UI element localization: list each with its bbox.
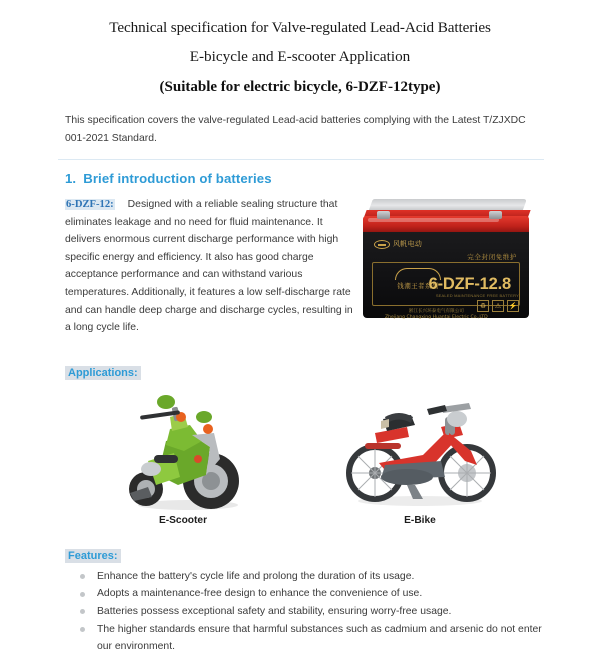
badge-series-name: 钱潮王者系列	[397, 282, 439, 290]
title-line-1: Technical specification for Valve-regulated Lead-Acid Batteries	[109, 19, 491, 36]
battery-company-name	[385, 309, 488, 321]
intro-paragraph: This specification covers the valve-regulated Lead-acid batteries complying with the Latest T/ZJXDC 001-2021 Standard.	[65, 115, 526, 144]
features-list	[78, 568, 544, 656]
battery-brand-logo	[374, 239, 422, 249]
application-item-scooter	[118, 389, 248, 526]
applications-label-text: Applications:	[65, 366, 141, 380]
title-line-2: E-bicycle and E-scooter Application	[189, 48, 411, 65]
list-item: Enhance the battery's cycle life and prolong the duration of its usage.	[78, 568, 544, 586]
ebike-illustration	[345, 389, 495, 513]
section-1-heading	[65, 171, 600, 186]
section-divider	[58, 159, 544, 160]
list-item: Batteries possess exceptional safety and stability, ensuring worry-free usage.	[78, 603, 544, 621]
electric-icon: ⚡	[507, 300, 519, 312]
warning-icon: ⚠	[492, 300, 504, 312]
brand-name-cn: 风帆电动	[393, 240, 423, 248]
application-item-ebike	[345, 389, 495, 526]
scooter-illustration	[118, 389, 248, 513]
list-item: The higher standards ensure that harmful substances such as cadmium and arsenic do not enter our environment.	[78, 621, 544, 656]
company-name-en: Zhejiang Changxing Huantai Electric Co.,LTD	[385, 315, 488, 320]
document-title-block	[0, 0, 600, 103]
battery-tagline: 完全封闭免维护	[467, 253, 517, 261]
battery-warning-icons	[477, 300, 519, 312]
section-1-title: Brief introduction of batteries	[83, 171, 272, 186]
section-1-description: Designed with a reliable sealing structure that eliminates leakage and no need for fluid maintenance. It delivers enormous current discharge performance with high specific energy and efficiency. It also has good charge acceptance performance and can withstand various temperatures. Additionally, it features a low self-discharge rate and can handle deep charge and discharge cycles, resulting in a long cycle life.	[65, 199, 353, 334]
battery-model-number: 6-DZF-12.8	[428, 275, 511, 293]
brand-oval-icon	[374, 240, 390, 249]
list-item: Adopts a maintenance-free design to enhance the convenience of use.	[78, 585, 544, 603]
title-line-3: (Suitable for electric bicycle, 6-DZF-12type)	[159, 79, 441, 95]
company-name-cn: 浙江长兴环泰电气有限公司	[408, 309, 464, 314]
battery-terminal-positive	[377, 211, 390, 219]
features-section-label	[65, 546, 600, 564]
battery-terminal-negative	[489, 211, 502, 219]
section-1-body	[65, 196, 355, 337]
battery-cert-note: SEALED MAINTENANCE FREE BATTERY	[435, 293, 519, 298]
section-1-number: 1.	[65, 171, 77, 186]
features-label-text: Features:	[65, 549, 121, 563]
ebike-caption: E-Bike	[404, 514, 436, 526]
applications-images-row	[0, 389, 600, 537]
battery-product-image	[363, 199, 531, 319]
section-1-content	[0, 196, 600, 337]
battery-case	[363, 232, 529, 318]
scooter-caption: E-Scooter	[158, 514, 208, 526]
model-tag: 6-DZF-12:	[66, 199, 114, 210]
recycle-icon: ♻	[477, 300, 489, 312]
applications-section-label	[65, 363, 600, 381]
